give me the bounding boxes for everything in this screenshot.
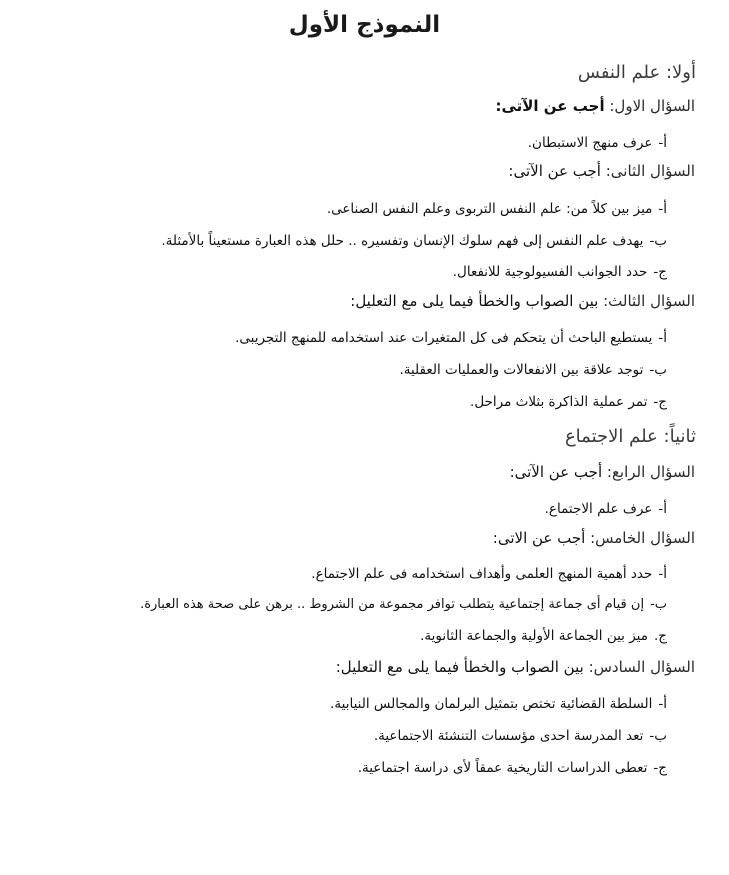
question-label [495,97,695,115]
item-text: ميز بين الجماعة الأولية والجماعة الثانوية. [420,628,648,644]
section-heading-psychology: أولا: علم النفس [577,62,696,83]
item-letter: أ- [658,566,667,582]
item-letter: ب- [650,597,667,612]
section-heading-sociology: ثانياً: علم الاجتماع [564,426,696,447]
list-item [399,362,667,378]
item-text: حدد أهمية المنهج العلمى وأهداف استخدامه فى علم الاجتماع. [311,566,653,582]
question-prompt: أجب عن الآتى: [508,162,601,180]
list-item [528,135,667,151]
question-label [350,292,695,310]
item-letter: أ- [658,330,667,346]
list-item [327,201,667,217]
page-title: النموذج الأول [288,12,441,38]
item-text: تعطى الدراسات التاريخية عمقاً لأى دراسة اجتماعية. [357,760,648,776]
item-letter: أ- [658,501,667,517]
list-item [311,566,667,582]
question-label [510,463,695,481]
question-number: السؤال الخامس: [590,529,695,547]
item-letter: أ- [658,201,667,217]
item-letter: أ- [658,135,667,151]
item-text: يستطيع الباحث أن يتحكم فى كل المتغيرات عند استخدامه للمنهج التجريبى. [235,330,653,346]
list-item [330,696,667,712]
list-item [374,728,667,744]
item-text: تمر عملية الذاكرة بثلاث مراحل. [470,394,648,410]
item-text: يهدف علم النفس إلى فهم سلوك الإنسان وتفسيره .. حلل هذه العبارة مستعيناً بالأمثلة. [161,233,644,249]
list-item [358,760,667,776]
item-letter: ب- [649,728,667,744]
item-text: ميز بين كلاً من: علم النفس التربوى وعلم النفس الصناعى. [326,201,653,217]
list-item [470,394,667,410]
question-prompt: بين الصواب والخطأ فيما يلى مع التعليل: [350,292,599,310]
item-letter: ب- [649,362,667,378]
list-item [453,264,667,280]
item-letter: أ- [658,696,667,712]
list-item [235,330,667,346]
question-number: السؤال الثالث: [603,292,695,310]
list-item [545,501,667,517]
item-text: السلطة القضائية تختص بتمثيل البرلمان والمجالس النيابية. [330,696,653,712]
item-letter: ج- [653,760,667,776]
item-text: حدد الجوانب الفسيولوجية للانفعال. [452,264,648,280]
question-prompt: بين الصواب والخطأ فيما يلى مع التعليل: [335,658,584,676]
question-label [336,658,695,676]
question-number: السؤال الاول: [609,97,695,115]
list-item [420,628,667,644]
question-label [508,162,695,180]
question-prompt: أجب عن الاتى: [492,529,586,547]
item-text: عرف منهج الاستبطان. [527,135,653,151]
question-number: السؤال الرابع: [606,463,695,481]
question-prompt: أجب عن الآتى: [509,463,603,481]
item-letter: ج- [653,264,667,280]
item-text: تعد المدرسة احدى مؤسسات التنشئة الاجتماعية. [373,728,644,744]
question-number: السؤال الثانى: [605,162,695,180]
list-item [140,597,667,612]
question-number: السؤال السادس: [588,658,695,676]
question-prompt: أجب عن الآتى: [495,97,605,115]
question-label [493,529,695,547]
item-text: إن قيام أى جماعة إجتماعية يتطلب توافر مجموعة من الشروط .. برهن على صحة هذه العبارة. [140,597,645,612]
item-letter: ج- [653,394,667,410]
item-letter: ج. [653,628,667,644]
item-letter: ب- [649,233,667,249]
list-item [161,233,667,249]
item-text: توجد علاقة بين الانفعالات والعمليات العقلية. [399,362,644,378]
item-text: عرف علم الاجتماع. [544,501,653,517]
